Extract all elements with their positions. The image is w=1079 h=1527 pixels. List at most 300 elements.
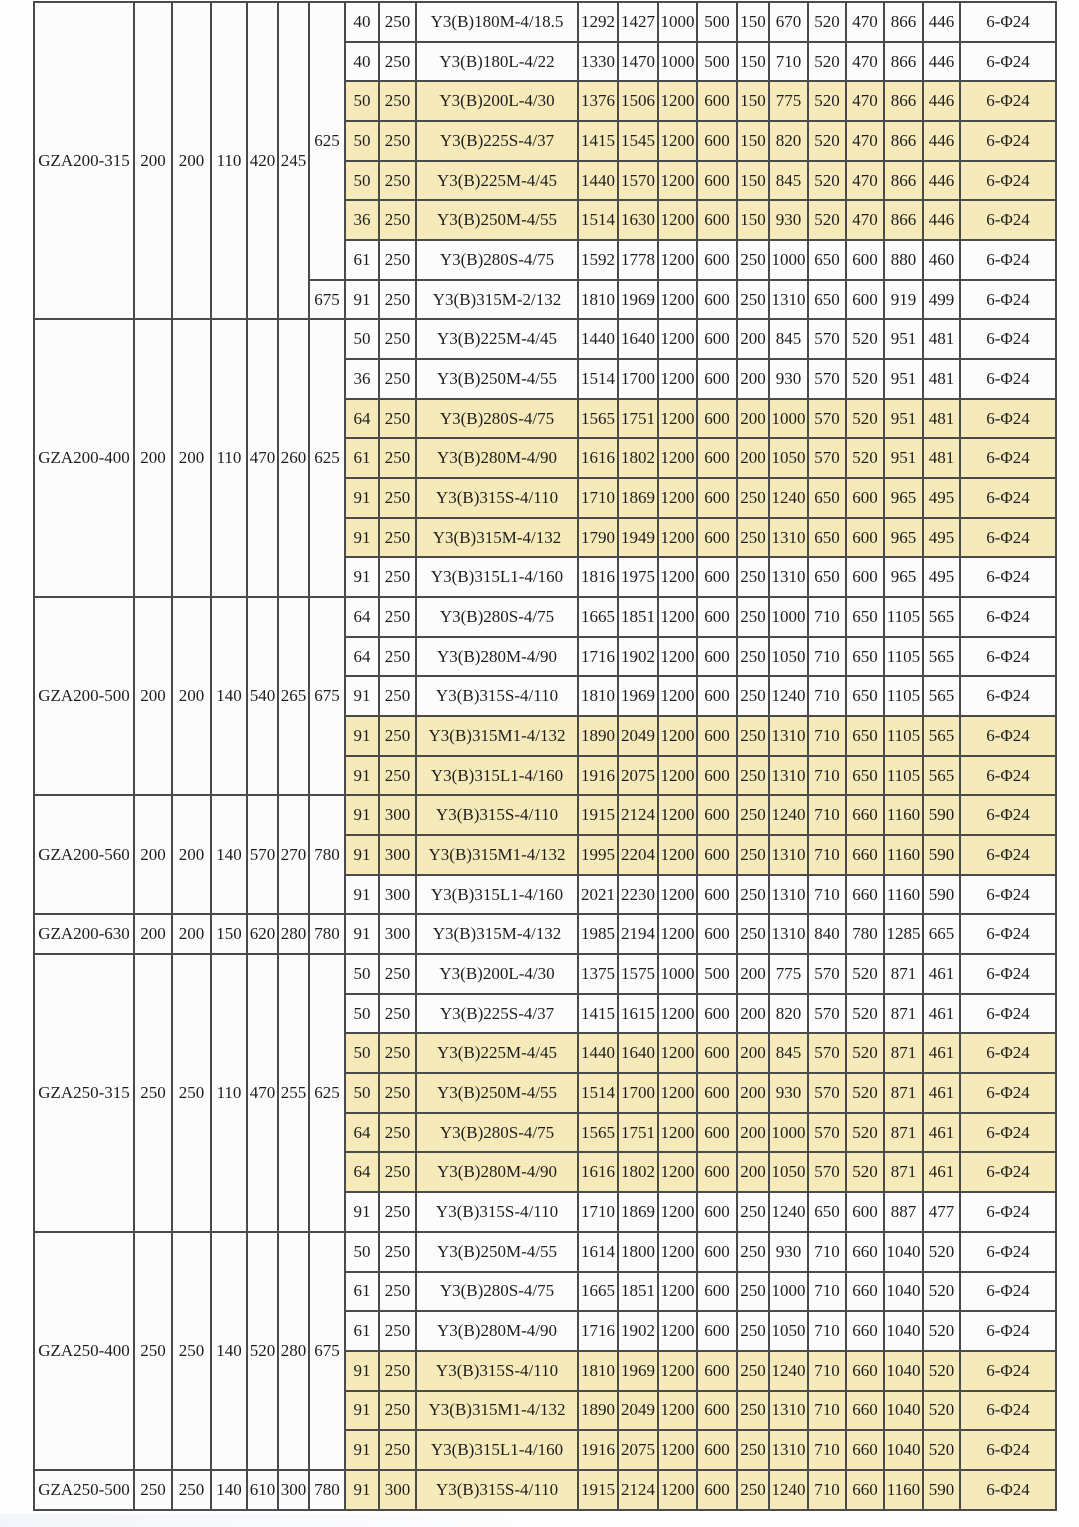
- bolt-holes-cell: 6-Φ24: [960, 1272, 1056, 1312]
- spec-value-cell: 250: [379, 200, 416, 240]
- motor-model-cell: Y3(B)280S-4/75: [416, 597, 578, 637]
- motor-model-cell: Y3(B)225M-4/45: [416, 1033, 578, 1073]
- spec-value-cell: 1700: [618, 1073, 658, 1113]
- spec-value-cell: 300: [379, 795, 416, 835]
- spec-value-cell: 660: [846, 1391, 884, 1431]
- spec-value-cell: 1200: [658, 1232, 697, 1272]
- spec-value-cell: 495: [923, 478, 960, 518]
- spec-value-cell: 930: [769, 1073, 808, 1113]
- spec-value-cell: 1000: [658, 2, 697, 42]
- spec-value-cell: 1800: [618, 1232, 658, 1272]
- spec-value-cell: 1000: [769, 1113, 808, 1153]
- spec-value-cell: 600: [697, 438, 737, 478]
- spec-table-body: [34, 2, 1056, 1510]
- spec-value-cell: 250: [379, 240, 416, 280]
- dimension-cell: 250: [172, 1470, 211, 1510]
- motor-model-cell: Y3(B)315S-4/110: [416, 1351, 578, 1391]
- motor-model-cell: Y3(B)280M-4/90: [416, 637, 578, 677]
- motor-model-cell: Y3(B)250M-4/55: [416, 359, 578, 399]
- dimension-cell: 280: [278, 1232, 309, 1470]
- spec-value-cell: 91: [345, 875, 379, 915]
- spec-value-cell: 1751: [618, 1113, 658, 1153]
- bolt-holes-cell: 6-Φ24: [960, 637, 1056, 677]
- spec-value-cell: 1616: [578, 1152, 618, 1192]
- spec-value-cell: 250: [379, 399, 416, 439]
- spec-value-cell: 1565: [578, 399, 618, 439]
- dimension-cell: 260: [278, 319, 309, 597]
- spec-value-cell: 600: [697, 1033, 737, 1073]
- spec-value-cell: 250: [737, 875, 769, 915]
- spec-value-cell: 520: [846, 994, 884, 1034]
- spec-value-cell: 250: [737, 1430, 769, 1470]
- spec-value-cell: 481: [923, 319, 960, 359]
- spec-value-cell: 600: [697, 399, 737, 439]
- bolt-holes-cell: 6-Φ24: [960, 200, 1056, 240]
- spec-value-cell: 590: [923, 835, 960, 875]
- table-row: [34, 1232, 1056, 1272]
- spec-value-cell: 1200: [658, 676, 697, 716]
- spec-value-cell: 250: [379, 994, 416, 1034]
- spec-value-cell: 650: [808, 280, 846, 320]
- spec-value-cell: 150: [737, 42, 769, 82]
- spec-value-cell: 570: [808, 399, 846, 439]
- spec-value-cell: 520: [808, 81, 846, 121]
- spec-value-cell: 1000: [769, 399, 808, 439]
- spec-value-cell: 91: [345, 1391, 379, 1431]
- mount-dimension-cell: 780: [309, 914, 345, 954]
- spec-value-cell: 2075: [618, 756, 658, 796]
- spec-value-cell: 2124: [618, 795, 658, 835]
- spec-value-cell: 1105: [884, 676, 923, 716]
- dimension-cell: 250: [172, 954, 211, 1232]
- spec-value-cell: 871: [884, 954, 923, 994]
- spec-value-cell: 1000: [769, 597, 808, 637]
- spec-value-cell: 1969: [618, 280, 658, 320]
- bolt-holes-cell: 6-Φ24: [960, 557, 1056, 597]
- motor-model-cell: Y3(B)315S-4/110: [416, 676, 578, 716]
- spec-value-cell: 1105: [884, 716, 923, 756]
- spec-value-cell: 91: [345, 756, 379, 796]
- spec-value-cell: 871: [884, 994, 923, 1034]
- spec-value-cell: 780: [846, 914, 884, 954]
- dimension-cell: 520: [247, 1232, 278, 1470]
- spec-value-cell: 250: [379, 1351, 416, 1391]
- bolt-holes-cell: 6-Φ24: [960, 676, 1056, 716]
- spec-value-cell: 250: [379, 1232, 416, 1272]
- spec-value-cell: 2204: [618, 835, 658, 875]
- spec-value-cell: 481: [923, 438, 960, 478]
- spec-value-cell: 1050: [769, 438, 808, 478]
- spec-value-cell: 91: [345, 280, 379, 320]
- spec-value-cell: 600: [697, 518, 737, 558]
- spec-value-cell: 1105: [884, 597, 923, 637]
- spec-value-cell: 951: [884, 319, 923, 359]
- spec-value-cell: 1310: [769, 280, 808, 320]
- spec-value-cell: 1640: [618, 1033, 658, 1073]
- spec-value-cell: 866: [884, 42, 923, 82]
- spec-value-cell: 600: [697, 1391, 737, 1431]
- dimension-cell: 200: [172, 795, 211, 914]
- spec-value-cell: 520: [846, 1113, 884, 1153]
- mount-dimension-cell: 675: [309, 280, 345, 320]
- spec-value-cell: 650: [808, 1192, 846, 1232]
- motor-model-cell: Y3(B)315S-4/110: [416, 1470, 578, 1510]
- spec-value-cell: 1545: [618, 121, 658, 161]
- bolt-holes-cell: 6-Φ24: [960, 1430, 1056, 1470]
- spec-value-cell: 1000: [658, 42, 697, 82]
- bolt-holes-cell: 6-Φ24: [960, 319, 1056, 359]
- spec-value-cell: 250: [379, 478, 416, 518]
- spec-value-cell: 1200: [658, 914, 697, 954]
- bolt-holes-cell: 6-Φ24: [960, 1391, 1056, 1431]
- mount-dimension-cell: 625: [309, 319, 345, 597]
- spec-value-cell: 250: [737, 1192, 769, 1232]
- spec-value-cell: 710: [808, 1391, 846, 1431]
- bolt-holes-cell: 6-Φ24: [960, 875, 1056, 915]
- spec-value-cell: 600: [697, 914, 737, 954]
- spec-value-cell: 300: [379, 835, 416, 875]
- table-row: [34, 914, 1056, 954]
- spec-value-cell: 1200: [658, 200, 697, 240]
- spec-value-cell: 1200: [658, 1272, 697, 1312]
- dimension-cell: 255: [278, 954, 309, 1232]
- spec-value-cell: 91: [345, 478, 379, 518]
- spec-value-cell: 520: [846, 399, 884, 439]
- spec-value-cell: 1710: [578, 478, 618, 518]
- spec-value-cell: 840: [808, 914, 846, 954]
- spec-value-cell: 461: [923, 1033, 960, 1073]
- spec-value-cell: 1890: [578, 1391, 618, 1431]
- spec-value-cell: 470: [846, 2, 884, 42]
- spec-value-cell: 600: [697, 1351, 737, 1391]
- dimension-cell: 200: [134, 319, 172, 597]
- spec-value-cell: 600: [697, 280, 737, 320]
- spec-value-cell: 250: [379, 637, 416, 677]
- motor-model-cell: Y3(B)200L-4/30: [416, 954, 578, 994]
- spec-value-cell: 600: [697, 676, 737, 716]
- motor-model-cell: Y3(B)280S-4/75: [416, 240, 578, 280]
- spec-value-cell: 91: [345, 1192, 379, 1232]
- spec-value-cell: 250: [379, 438, 416, 478]
- bolt-holes-cell: 6-Φ24: [960, 399, 1056, 439]
- dimension-cell: 200: [134, 795, 172, 914]
- spec-value-cell: 1700: [618, 359, 658, 399]
- motor-model-cell: Y3(B)280S-4/75: [416, 1272, 578, 1312]
- motor-model-cell: Y3(B)315L1-4/160: [416, 875, 578, 915]
- dimension-cell: 250: [134, 954, 172, 1232]
- spec-value-cell: 600: [697, 1192, 737, 1232]
- spec-value-cell: 250: [379, 1073, 416, 1113]
- motor-model-cell: Y3(B)315L1-4/160: [416, 1430, 578, 1470]
- spec-value-cell: 200: [737, 994, 769, 1034]
- bolt-holes-cell: 6-Φ24: [960, 240, 1056, 280]
- spec-value-cell: 871: [884, 1113, 923, 1153]
- spec-value-cell: 570: [808, 1033, 846, 1073]
- spec-value-cell: 1040: [884, 1311, 923, 1351]
- spec-value-cell: 150: [737, 2, 769, 42]
- spec-value-cell: 250: [737, 835, 769, 875]
- spec-value-cell: 1995: [578, 835, 618, 875]
- spec-value-cell: 600: [697, 557, 737, 597]
- dimension-cell: 245: [278, 2, 309, 319]
- spec-value-cell: 36: [345, 359, 379, 399]
- spec-value-cell: 1105: [884, 756, 923, 796]
- bolt-holes-cell: 6-Φ24: [960, 518, 1056, 558]
- table-row: [34, 597, 1056, 637]
- spec-value-cell: 1514: [578, 200, 618, 240]
- dimension-cell: 200: [134, 2, 172, 319]
- spec-value-cell: 1310: [769, 1430, 808, 1470]
- spec-value-cell: 930: [769, 359, 808, 399]
- photo-artifact: [0, 1514, 647, 1527]
- spec-value-cell: 495: [923, 557, 960, 597]
- spec-value-cell: 520: [846, 954, 884, 994]
- spec-value-cell: 250: [379, 161, 416, 201]
- spec-value-cell: 600: [697, 994, 737, 1034]
- spec-value-cell: 600: [697, 1470, 737, 1510]
- spec-value-cell: 951: [884, 359, 923, 399]
- model-cell: GZA250-315: [34, 954, 134, 1232]
- spec-value-cell: 866: [884, 2, 923, 42]
- dimension-cell: 140: [211, 1470, 247, 1510]
- bolt-holes-cell: 6-Φ24: [960, 954, 1056, 994]
- spec-value-cell: 820: [769, 121, 808, 161]
- spec-value-cell: 600: [697, 1232, 737, 1272]
- model-cell: GZA200-630: [34, 914, 134, 954]
- table-row: [34, 2, 1056, 42]
- spec-value-cell: 670: [769, 2, 808, 42]
- spec-value-cell: 650: [808, 518, 846, 558]
- spec-value-cell: 520: [923, 1391, 960, 1431]
- spec-value-cell: 200: [737, 359, 769, 399]
- spec-value-cell: 600: [846, 240, 884, 280]
- spec-value-cell: 250: [379, 1113, 416, 1153]
- spec-value-cell: 481: [923, 359, 960, 399]
- spec-value-cell: 1640: [618, 319, 658, 359]
- bolt-holes-cell: 6-Φ24: [960, 1192, 1056, 1232]
- spec-value-cell: 1200: [658, 1311, 697, 1351]
- spec-value-cell: 200: [737, 1033, 769, 1073]
- spec-value-cell: 446: [923, 42, 960, 82]
- spec-value-cell: 1716: [578, 637, 618, 677]
- spec-value-cell: 250: [379, 1152, 416, 1192]
- spec-value-cell: 570: [808, 1113, 846, 1153]
- spec-value-cell: 1802: [618, 1152, 658, 1192]
- spec-value-cell: 710: [808, 795, 846, 835]
- motor-model-cell: Y3(B)200L-4/30: [416, 81, 578, 121]
- spec-value-cell: 250: [737, 676, 769, 716]
- spec-value-cell: 250: [379, 1192, 416, 1232]
- motor-model-cell: Y3(B)225M-4/45: [416, 161, 578, 201]
- bolt-holes-cell: 6-Φ24: [960, 161, 1056, 201]
- motor-model-cell: Y3(B)315M1-4/132: [416, 1391, 578, 1431]
- spec-value-cell: 520: [808, 121, 846, 161]
- spec-value-cell: 1778: [618, 240, 658, 280]
- spec-value-cell: 710: [808, 1470, 846, 1510]
- dimension-cell: 200: [172, 2, 211, 319]
- spec-value-cell: 570: [808, 359, 846, 399]
- dimension-cell: 280: [278, 914, 309, 954]
- spec-value-cell: 1514: [578, 1073, 618, 1113]
- motor-model-cell: Y3(B)315L1-4/160: [416, 557, 578, 597]
- spec-value-cell: 1200: [658, 280, 697, 320]
- spec-value-cell: 1310: [769, 875, 808, 915]
- model-cell: GZA200-315: [34, 2, 134, 319]
- spec-value-cell: 1949: [618, 518, 658, 558]
- spec-value-cell: 250: [737, 557, 769, 597]
- spec-value-cell: 1575: [618, 954, 658, 994]
- spec-value-cell: 250: [737, 518, 769, 558]
- spec-value-cell: 91: [345, 1470, 379, 1510]
- bolt-holes-cell: 6-Φ24: [960, 81, 1056, 121]
- spec-value-cell: 481: [923, 399, 960, 439]
- spec-value-cell: 250: [379, 1033, 416, 1073]
- spec-value-cell: 250: [379, 557, 416, 597]
- spec-value-cell: 300: [379, 914, 416, 954]
- spec-value-cell: 1375: [578, 954, 618, 994]
- spec-value-cell: 1440: [578, 1033, 618, 1073]
- spec-value-cell: 1440: [578, 161, 618, 201]
- spec-value-cell: 250: [737, 240, 769, 280]
- spec-value-cell: 951: [884, 438, 923, 478]
- spec-value-cell: 1514: [578, 359, 618, 399]
- spec-value-cell: 61: [345, 1311, 379, 1351]
- spec-value-cell: 1310: [769, 557, 808, 597]
- spec-value-cell: 300: [379, 1470, 416, 1510]
- spec-value-cell: 565: [923, 676, 960, 716]
- spec-value-cell: 600: [846, 557, 884, 597]
- spec-value-cell: 520: [846, 1152, 884, 1192]
- motor-model-cell: Y3(B)280M-4/90: [416, 438, 578, 478]
- spec-value-cell: 1200: [658, 1430, 697, 1470]
- spec-value-cell: 1310: [769, 914, 808, 954]
- motor-model-cell: Y3(B)250M-4/55: [416, 1073, 578, 1113]
- spec-value-cell: 1665: [578, 1272, 618, 1312]
- spec-value-cell: 1285: [884, 914, 923, 954]
- spec-value-cell: 600: [846, 518, 884, 558]
- spec-value-cell: 446: [923, 121, 960, 161]
- spec-value-cell: 1985: [578, 914, 618, 954]
- spec-value-cell: 650: [808, 478, 846, 518]
- spec-value-cell: 1310: [769, 756, 808, 796]
- spec-value-cell: 250: [737, 756, 769, 796]
- spec-value-cell: 660: [846, 1430, 884, 1470]
- spec-value-cell: 1200: [658, 1192, 697, 1232]
- spec-value-cell: 1851: [618, 1272, 658, 1312]
- spec-value-cell: 1200: [658, 1391, 697, 1431]
- spec-value-cell: 50: [345, 954, 379, 994]
- model-cell: GZA200-500: [34, 597, 134, 795]
- spec-value-cell: 250: [737, 280, 769, 320]
- spec-value-cell: 650: [846, 716, 884, 756]
- spec-value-cell: 300: [379, 875, 416, 915]
- spec-value-cell: 650: [846, 676, 884, 716]
- dimension-cell: 610: [247, 1470, 278, 1510]
- spec-value-cell: 710: [808, 835, 846, 875]
- model-cell: GZA250-500: [34, 1470, 134, 1510]
- spec-value-cell: 1040: [884, 1232, 923, 1272]
- spec-value-cell: 660: [846, 1232, 884, 1272]
- spec-value-cell: 1506: [618, 81, 658, 121]
- spec-value-cell: 1916: [578, 1430, 618, 1470]
- spec-value-cell: 710: [808, 756, 846, 796]
- spec-value-cell: 150: [737, 121, 769, 161]
- model-cell: GZA200-560: [34, 795, 134, 914]
- dimension-cell: 420: [247, 2, 278, 319]
- spec-value-cell: 600: [697, 319, 737, 359]
- spec-value-cell: 91: [345, 676, 379, 716]
- spec-value-cell: 91: [345, 557, 379, 597]
- spec-value-cell: 1902: [618, 1311, 658, 1351]
- spec-value-cell: 250: [379, 121, 416, 161]
- bolt-holes-cell: 6-Φ24: [960, 1311, 1056, 1351]
- dimension-cell: 150: [211, 914, 247, 954]
- motor-model-cell: Y3(B)180L-4/22: [416, 42, 578, 82]
- bolt-holes-cell: 6-Φ24: [960, 795, 1056, 835]
- spec-value-cell: 1415: [578, 994, 618, 1034]
- motor-model-cell: Y3(B)225S-4/37: [416, 994, 578, 1034]
- spec-value-cell: 1200: [658, 161, 697, 201]
- spec-value-cell: 1105: [884, 637, 923, 677]
- bolt-holes-cell: 6-Φ24: [960, 438, 1056, 478]
- spec-value-cell: 845: [769, 1033, 808, 1073]
- spec-value-cell: 1200: [658, 637, 697, 677]
- motor-model-cell: Y3(B)315S-4/110: [416, 795, 578, 835]
- table-row: [34, 954, 1056, 994]
- spec-value-cell: 250: [737, 1351, 769, 1391]
- motor-model-cell: Y3(B)225S-4/37: [416, 121, 578, 161]
- dimension-cell: 265: [278, 597, 309, 795]
- bolt-holes-cell: 6-Φ24: [960, 914, 1056, 954]
- mount-dimension-cell: 675: [309, 597, 345, 795]
- spec-value-cell: 1470: [618, 42, 658, 82]
- spec-value-cell: 1000: [658, 954, 697, 994]
- motor-model-cell: Y3(B)315M-4/132: [416, 914, 578, 954]
- spec-value-cell: 710: [808, 676, 846, 716]
- mount-dimension-cell: 675: [309, 1232, 345, 1470]
- spec-value-cell: 1160: [884, 795, 923, 835]
- table-row: [34, 795, 1056, 835]
- spec-value-cell: 64: [345, 1152, 379, 1192]
- spec-value-cell: 660: [846, 1311, 884, 1351]
- spec-value-cell: 520: [923, 1232, 960, 1272]
- spec-value-cell: 570: [808, 319, 846, 359]
- spec-value-cell: 40: [345, 2, 379, 42]
- spec-value-cell: 1969: [618, 1351, 658, 1391]
- spec-value-cell: 50: [345, 161, 379, 201]
- spec-value-cell: 64: [345, 637, 379, 677]
- spec-value-cell: 600: [697, 835, 737, 875]
- spec-value-cell: 250: [737, 637, 769, 677]
- spec-value-cell: 1751: [618, 399, 658, 439]
- spec-value-cell: 50: [345, 121, 379, 161]
- spec-value-cell: 461: [923, 1113, 960, 1153]
- spec-value-cell: 660: [846, 1272, 884, 1312]
- spec-value-cell: 600: [697, 1272, 737, 1312]
- spec-value-cell: 871: [884, 1152, 923, 1192]
- dimension-cell: 200: [172, 914, 211, 954]
- spec-value-cell: 1050: [769, 637, 808, 677]
- spec-value-cell: 650: [846, 597, 884, 637]
- spec-value-cell: 61: [345, 1272, 379, 1312]
- dimension-cell: 250: [134, 1232, 172, 1470]
- spec-value-cell: 520: [923, 1430, 960, 1470]
- motor-model-cell: Y3(B)250M-4/55: [416, 200, 578, 240]
- spec-value-cell: 565: [923, 756, 960, 796]
- spec-value-cell: 660: [846, 795, 884, 835]
- spec-value-cell: 1200: [658, 1351, 697, 1391]
- spec-value-cell: 965: [884, 518, 923, 558]
